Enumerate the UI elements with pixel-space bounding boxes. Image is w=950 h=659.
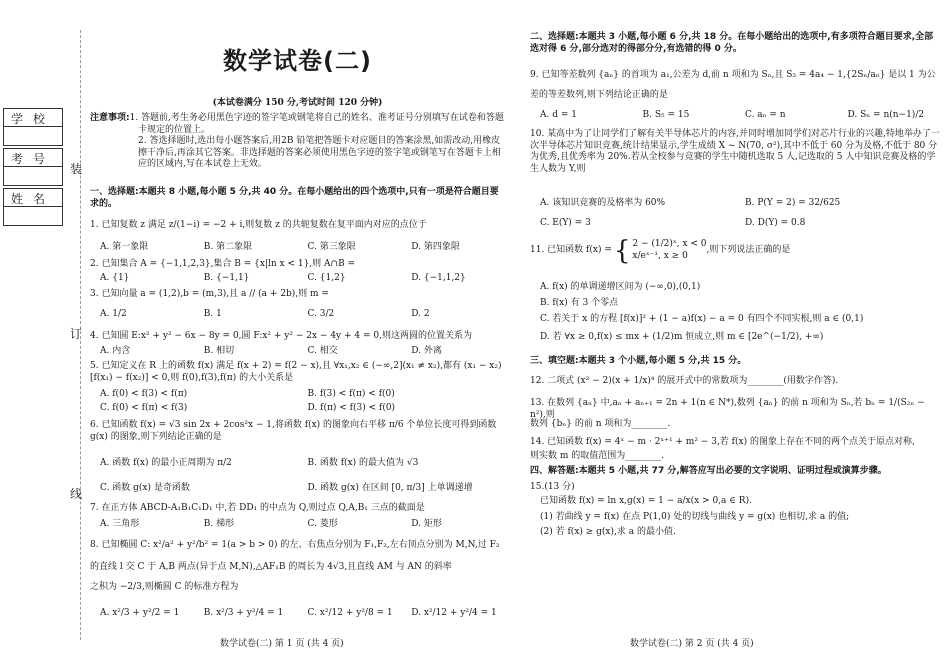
- q8-option-a[interactable]: A. x²/3 + y²/2 = 1: [100, 608, 180, 618]
- question-6-options-row-1: [90, 458, 515, 470]
- binding-label-ding: 订: [70, 327, 83, 341]
- q11-option-b[interactable]: B. f(x) 有 3 个零点: [540, 298, 619, 308]
- q3-option-b[interactable]: B. 1: [203, 309, 222, 319]
- q5-option-d[interactable]: D. f(π) < f(3) < f(0): [307, 403, 396, 413]
- question-2-options: [90, 273, 515, 285]
- q9-option-a[interactable]: A. d = 1: [540, 110, 577, 120]
- question-3: 3. 已知向量 a = (1,2),b = (m,3),且 a // (a + 2b),则 m =: [90, 289, 329, 299]
- name-line: [4, 206, 62, 207]
- name-label: 姓名: [10, 192, 55, 206]
- q10-option-c[interactable]: C. E(Y) = 3: [540, 218, 591, 228]
- page-2-footer: 数学试卷(二) 第 2 页 (共 4 页): [630, 639, 754, 649]
- q4-option-c[interactable]: C. 相交: [307, 346, 338, 356]
- question-9-options: [530, 110, 950, 122]
- q9-option-b[interactable]: B. S₅ = 15: [642, 110, 690, 120]
- question-15-part-1: (1) 若曲线 y = f(x) 在点 P(1,0) 处的切线与曲线 y = g(x) 也相切,求 a 的值;: [540, 512, 850, 522]
- q4-option-b[interactable]: B. 相切: [203, 346, 235, 356]
- q9-option-d[interactable]: D. Sₙ = n(n−1)/2: [847, 110, 925, 120]
- q8-option-b[interactable]: B. x²/3 + y²/4 = 1: [203, 608, 284, 618]
- binding-label-zhuang: 装: [70, 162, 83, 176]
- q2-option-d[interactable]: D. {−1,1,2}: [411, 273, 466, 283]
- page-1-footer: 数学试卷(二) 第 1 页 (共 4 页): [220, 639, 344, 649]
- question-3-options: [90, 309, 515, 321]
- q1-option-a[interactable]: A. 第一象限: [100, 242, 149, 252]
- q1-option-b[interactable]: B. 第二象限: [203, 242, 253, 252]
- q7-option-b[interactable]: B. 梯形: [203, 519, 235, 529]
- question-5: 5. 已知定义在 R 上的函数 f(x) 满足 f(x + 2) = f(2 − x),且 ∀x₁,x₂ ∈ (−∞,2](x₁ ≠ x₂),都有 (x₁ − x₂)[f(x₁) − f(x₂)] < 0,则 f(0),f(3),f(π) 的大小关系是: [90, 361, 502, 383]
- q11-option-d[interactable]: D. 若 ∀x ≥ 0,f(x) ≤ mx + (1/2)m 恒成立,则 m ∈ [2e^(−1/2), +∞): [540, 332, 824, 342]
- exam-number-field[interactable]: [3, 148, 63, 186]
- notice-head: 注意事项:: [90, 113, 130, 123]
- question-13-line-1: 13. 在数列 {aₙ} 中,aₙ + aₙ₊₁ = 2n + 1(n ∈ N*),数列 {aₙ} 的前 n 项和为 Sₙ,若 bₙ = 1/(S₂ₙ − n²),则: [530, 398, 925, 420]
- question-11: [530, 238, 940, 264]
- question-5-options-row-1: [90, 389, 515, 401]
- exam-number-label: 考号: [10, 152, 55, 166]
- q1-option-d[interactable]: D. 第四象限: [411, 242, 460, 252]
- question-1: 1. 已知复数 z 满足 z/(1−i) = −2 + i,则复数 z 的共轭复数在复平面内对应的点位于: [90, 220, 427, 230]
- question-9-line-1: 9. 已知等差数列 {aₙ} 的首项为 a₁,公差为 d,前 n 项和为 Sₙ,且 S₃ = 4a₄ − 1,{2Sₙ/aₙ} 是以 1 为公: [530, 70, 936, 80]
- q8-option-c[interactable]: C. x²/12 + y²/8 = 1: [307, 608, 393, 618]
- q5-option-c[interactable]: C. f(0) < f(π) < f(3): [100, 403, 188, 413]
- q5-option-a[interactable]: A. f(0) < f(3) < f(π): [100, 389, 188, 399]
- question-8-line-1: 8. 已知椭圆 C: x²/a² + y²/b² = 1(a > b > 0) 的左、右焦点分别为 F₁,F₂,左右顶点分别为 M,N,过 F₂: [90, 540, 500, 550]
- q7-option-d[interactable]: D. 矩形: [411, 519, 442, 529]
- q11-option-a[interactable]: A. f(x) 的单调递增区间为 (−∞,0),(0,1): [540, 282, 701, 292]
- section-4-heading: 四、解答题:本题共 5 小题,共 77 分,解答应写出必要的文字说明、证明过程或演算步骤。: [530, 466, 887, 476]
- exam-subtitle: (本试卷满分 150 分,考试时间 120 分钟): [212, 98, 383, 108]
- question-13-line-2: 数列 {bₙ} 的前 n 项和为________.: [530, 419, 671, 429]
- q6-option-a[interactable]: A. 函数 f(x) 的最小正周期为 π/2: [100, 458, 232, 468]
- question-1-options: [90, 242, 515, 254]
- q10-option-a[interactable]: A. 该知识竞赛的及格率为 60%: [540, 198, 666, 208]
- question-10: 10. 某高中为了让同学们了解有关半导体芯片的内容,并同时增加同学们对芯片行业的兴趣,特地举办了一次半导体芯片知识竞赛,统计结果显示,学生成绩 X ~ N(70, σ²),其中不低于 60 分为及格,不低于 80 分为优秀,且优秀率为 20%.若从全校参与竞赛的学生中随机选取 5 人,记选取的 5 人中知识竞赛及格的学生人数为 Y,则: [530, 129, 940, 174]
- page-title: 数学试卷(二): [223, 47, 372, 75]
- q10-option-d[interactable]: D. D(Y) = 0.8: [745, 218, 806, 228]
- section-3-heading: 三、填空题:本题共 3 个小题,每小题 5 分,共 15 分。: [530, 356, 747, 366]
- q3-option-d[interactable]: D. 2: [411, 309, 430, 319]
- q3-option-a[interactable]: A. 1/2: [100, 309, 127, 319]
- brace-glyph: {: [613, 236, 631, 266]
- question-4-options: [90, 346, 515, 358]
- binding-label-xian: 线: [70, 487, 83, 501]
- notice-block: [90, 113, 505, 171]
- question-8-options: [90, 608, 515, 620]
- q4-option-a[interactable]: A. 内含: [100, 346, 131, 356]
- q10-option-b[interactable]: B. P(Y = 2) = 32/625: [745, 198, 841, 208]
- question-14-line-2: 则实数 m 的取值范围为________.: [530, 451, 665, 461]
- question-15-stem: 已知函数 f(x) = ln x,g(x) = 1 − a/x(x > 0,a ∈ R).: [540, 496, 752, 506]
- q7-option-c[interactable]: C. 菱形: [307, 519, 338, 529]
- q5-option-b[interactable]: B. f(3) < f(π) < f(0): [307, 389, 395, 399]
- name-field[interactable]: [3, 188, 63, 226]
- question-2: 2. 已知集合 A = {−1,1,2,3},集合 B = {x|ln x < 1},则 A∩B =: [90, 259, 356, 269]
- q11-head: 11. 已知函数 f(x) =: [530, 245, 612, 256]
- school-field[interactable]: [3, 108, 63, 146]
- q1-option-c[interactable]: C. 第三象限: [307, 242, 356, 252]
- question-14-line-1: 14. 已知函数 f(x) = 4ˣ − m · 2ˣ⁺¹ + m² − 3,若 f(x) 的图象上存在不同的两个点关于原点对称,: [530, 437, 915, 447]
- school-label: 学校: [10, 112, 55, 126]
- notice-item-2: 2. 答选择题时,选出每小题答案后,用2B 铅笔把答题卡对应题目的答案涂黑,如需改动,用橡皮擦干净后,再涂其它答案。非选择题的答案必须使用黑色字迹的签字笔或钢笔写在答题卡上相应的区域内,写在本试卷上无效。: [138, 136, 501, 170]
- question-10-options-row-2: [530, 218, 950, 230]
- question-8-line-3: 之积为 −2/3,则椭圆 C 的标准方程为: [90, 582, 239, 592]
- exam-number-line: [4, 166, 62, 167]
- question-6-options-row-2: [90, 483, 515, 495]
- q11-option-c[interactable]: C. 若关于 x 的方程 [f(x)]² + (1 − a)f(x) − a = 0 有四个不同实根,则 a ∈ (0,1): [540, 314, 864, 324]
- binding-strip: [0, 0, 92, 659]
- q2-option-a[interactable]: A. {1}: [100, 273, 130, 283]
- notice-item-1: 注意事项:1. 答题前,考生务必用黑色字迹的签字笔或钢笔将自己的姓名、准考证号分别填写在试卷和答题卡规定的位置上。: [90, 113, 504, 135]
- q6-option-d[interactable]: D. 函数 g(x) 在区间 [0, π/3] 上单调递增: [307, 483, 473, 493]
- q6-option-b[interactable]: B. 函数 f(x) 的最大值为 √3: [307, 458, 419, 468]
- question-7: 7. 在正方体 ABCD-A₁B₁C₁D₁ 中,若 DD₁ 的中点为 Q,则过点 Q,A,B₁ 三点的截面是: [90, 503, 425, 513]
- school-line: [4, 126, 62, 127]
- question-5-options-row-2: [90, 403, 515, 415]
- q7-option-a[interactable]: A. 三角形: [100, 519, 140, 529]
- question-8-line-2: 的直线 l 交 C 于 A,B 两点(异于点 M,N),△AF₁B 的周长为 4√3,且直线 AM 与 AN 的斜率: [90, 562, 452, 572]
- q3-option-c[interactable]: C. 3/2: [307, 309, 335, 319]
- question-10-options-row-1: [530, 198, 950, 210]
- question-15-head: 15.(13 分): [530, 482, 575, 492]
- question-6: 6. 已知函数 f(x) = √3 sin 2x + 2cos²x − 1,将函数 f(x) 的图象向右平移 π/6 个单位长度可得到函数 g(x) 的图象,则下列结论正确的是: [90, 420, 497, 442]
- q2-option-c[interactable]: C. {1,2}: [307, 273, 346, 283]
- q4-option-d[interactable]: D. 外离: [411, 346, 442, 356]
- q6-option-c[interactable]: C. 函数 g(x) 是奇函数: [100, 483, 190, 493]
- question-9-line-2: 差的等差数列,则下列结论正确的是: [530, 90, 668, 100]
- question-4: 4. 已知圆 E:x² + y² − 6x − 8y = 0,圆 F:x² + y² − 2x − 4y + 4 = 0,则这两圆的位置关系为: [90, 331, 472, 341]
- question-15-part-2: (2) 若 f(x) ≥ g(x),求 a 的最小值.: [540, 527, 676, 537]
- question-7-options: [90, 519, 515, 531]
- q8-option-d[interactable]: D. x²/12 + y²/4 = 1: [411, 608, 497, 618]
- q9-option-c[interactable]: C. aₙ = n: [745, 110, 786, 120]
- section-1-heading: 一、选择题:本题共 8 小题,每小题 5 分,共 40 分。在每小题给出的四个选项中,只有一项是符合题目要求的。: [90, 187, 499, 209]
- q11-case-2: x/eˣ⁻¹, x ≥ 0: [632, 251, 688, 261]
- q2-option-b[interactable]: B. {−1,1}: [203, 273, 250, 283]
- question-12: 12. 二项式 (x² − 2)(x + 1/x)⁴ 的展开式中的常数项为________(用数字作答).: [530, 376, 839, 386]
- section-2-heading: 二、选择题:本题共 3 小题,每小题 6 分,共 18 分。在每小题给出的选项中,有多项符合题目要求,全部选对得 6 分,部分选对的得部分分,有选错的得 0 分。: [530, 32, 934, 54]
- q11-case-1: 2 − (1/2)ˣ, x < 0: [632, 239, 707, 250]
- q11-tail: ,则下列说法正确的是: [706, 245, 791, 256]
